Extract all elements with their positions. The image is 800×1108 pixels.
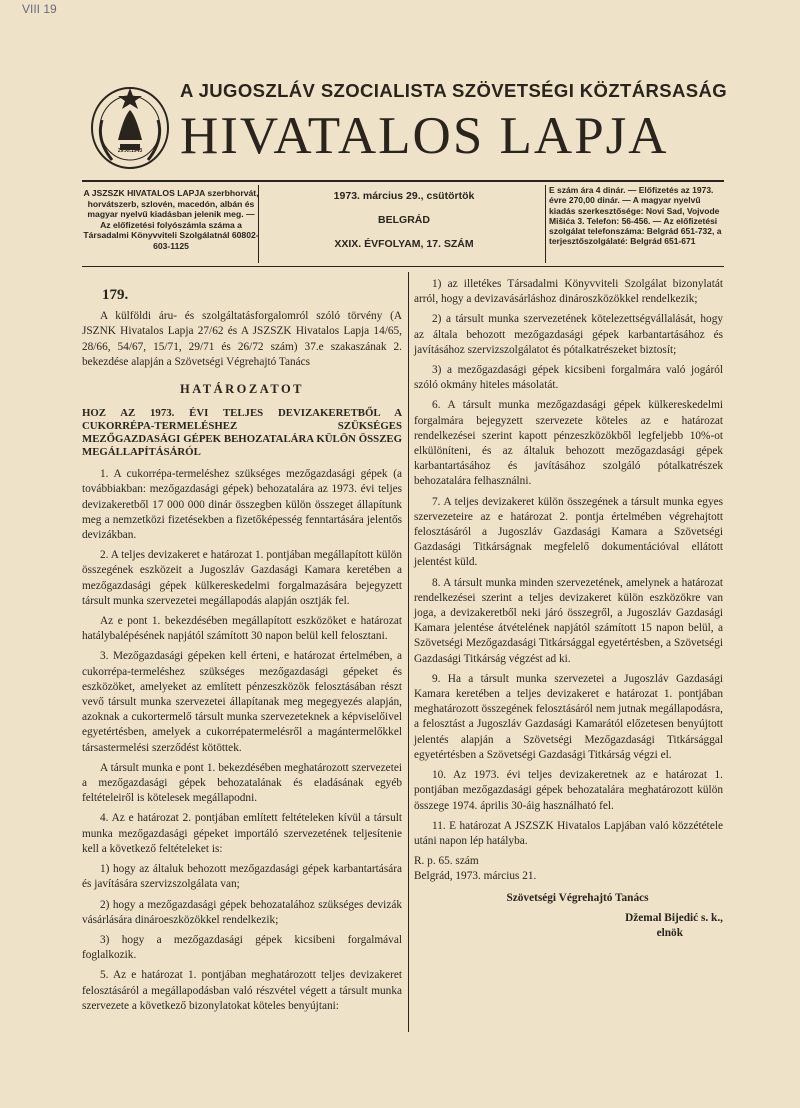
paragraph: Az e pont 1. bekezdésében megállapított eszközöket e határozat hatálybalépésének napjától számított 30 napon belül kell felosztani. (82, 615, 402, 643)
decision-heading: HATÁROZATOT (179, 382, 305, 397)
state-emblem-icon (88, 80, 172, 172)
place-date: Belgrád, 1973. március 21. (414, 870, 537, 883)
paragraph: 7. A teljes devizakeret külön összegének a társult munka egyes szervezeteire az e határozat 2. pontja értelmében végrehajtott felosztásáról a Jugoszláv Gazdasági Kamara a Szövetségi Gazdasági Titkárságnak megfelelő dokumentációval ellátott jelentést küld. (414, 495, 723, 569)
decision-number: 179. (102, 287, 129, 303)
signer-role: elnök (656, 926, 683, 939)
info-separator-right (545, 185, 546, 263)
info-bottom-rule (82, 266, 724, 267)
left-column (82, 288, 402, 1019)
masthead-title: HIVATALOS LAPJA (180, 107, 669, 165)
paragraph: A társult munka e pont 1. bekezdésében meghatározott szervezetei a mezőgazdasági gépek behozatalának és eladásának egyéb feltételeiről is kötelesek megállapodni. (82, 761, 402, 805)
list-item: 1) az illetékes Társadalmi Könyvviteli Szolgálat bizonylatát arról, hogy a devizavásárláshoz dinároszközökkel rendelkezik; (414, 278, 723, 306)
reference-number: R. p. 65. szám (414, 855, 479, 868)
column-separator (408, 272, 409, 1032)
masthead-subtitle: A JUGOSZLÁV SZOCIALISTA SZÖVETSÉGI KÖZTÁRSASÁG (180, 80, 728, 101)
list-item: 2) hogy a mezőgazdasági gépek behozatalához szükséges devizák vásárlására dinároeszközökkel rendelkezik; (82, 898, 402, 926)
list-item: 3) a mezőgazdasági gépek kicsibeni forgalmára való jogáról szóló okmány hiteles másolatát. (414, 364, 723, 392)
paragraph: 5. Az e határozat 1. pontjában meghatározott teljes devizakeret felosztásáról a megállapodásban való részvétel végett a társult munka szervezete a következő bizonylatokat köteles benyújtani: (82, 969, 402, 1012)
issue-volume: XXIX. ÉVFOLYAM, 17. SZÁM (334, 238, 474, 250)
top-rule (82, 180, 724, 182)
issue-info (262, 190, 546, 262)
decision-subheading: HOZ AZ 1973. ÉVI TELJES DEVIZAKERETBŐL A CUKORRÉPA-TERMELÉSHEZ SZÜKSÉGES MEZŐGAZDASÁGI GÉPEK BEHOZATALÁRA KÜLÖN ÖSSZEG MEGÁLLAPÍTÁSÁRÓL (82, 407, 402, 459)
intro-paragraph: A külföldi áru- és szolgáltatásforgalomról szóló törvény (A JSZNK Hivatalos Lapja 27/62 és A JSZSZK Hivatalos Lapja 14/65, 28/66, 54/67, 15/71, 29/71 és 26/72 szám) 37.e szakaszának 2. bekezdése alapján a Szövetségi Végrehajtó Tanács (82, 310, 402, 368)
paragraph: 11. E határozat A JSZSZK Hivatalos Lapjában való közzététele utáni napon lép hatályba. (414, 819, 723, 847)
signer-name: Džemal Bijedić s. k., (625, 911, 723, 924)
list-item: 3) hogy a mezőgazdasági gépek kicsibeni forgalmával foglalkozik. (82, 933, 402, 962)
list-item: 2) a társult munka szervezetének kötelezettségvállalását, hogy az általa behozott mezőgazdasági gépek karbantartásához és javításához szervizszolgálatot és pótalkatrészeket biztosít; (414, 313, 723, 356)
publication-info: A JSZSZK HIVATALOS LAPJA szerbhorvát, horvátszerb, szlovén, macedón, albán és magyar nyelvű kiadásban jelenik meg. — Az előfizetési folyószámla száma a Társadalmi Könyvviteli Szolgálatnál 60802-603-1125 (83, 188, 259, 251)
issue-place: BELGRÁD (378, 214, 430, 226)
handwritten-annotation: VIII 19 (22, 2, 57, 16)
emblem-date: 29.XI.1943 (117, 148, 143, 154)
paragraph: 8. A társult munka minden szervezetének, amelynek a határozat rendelkezései szerint a teljes devizakeret külön eszközökre van joga, a devizakeretből neki járó összegről, a Jugoszláv Gazdasági Kamara jelentése átvételének napjától számított 15 napon belül, a Szövetségi Mezőgazdasági Titkársággal egyetértésben, a Szövetségi Gazdasági Titkárság végzést ad ki. (414, 576, 723, 665)
list-item: 1) hogy az általuk behozott mezőgazdasági gépek karbantartására és javítására szervizszolgálata van; (82, 863, 402, 891)
paragraph: 10. Az 1973. évi teljes devizakeretnek az e határozat 1. pontjában mezőgazdasági gépek behozatalára meghatározott külön összege 1974. április 30-áig használható fel. (414, 769, 723, 812)
paragraph: 3. Mezőgazdasági gépeken kell érteni, e határozat értelmében, a cukorrépa-termeléshez szükséges mezőgazdasági gépeket és eszközöket, amelyeket az említett pénzeszközök felosztásában részt vevő társult munka szervezetei állapítanak meg megegyezés alapján, azoknak a cukortermelő társult munka szervezeteknek a képviselőivel egyetértésben, amelyek a cukorrépatermelésről a magántermelőkkel társastermelési szerződést kötöttek. (82, 650, 402, 754)
paragraph: 4. Az e határozat 2. pontjában említett feltételeken kívül a társult munka mezőgazdasági gépeket importáló szervezetének teljesítenie kell a következő feltételeket is: (82, 812, 402, 855)
paragraph: 9. Ha a társult munka szervezetei a Jugoszláv Gazdasági Kamara keretében a teljes devizakeret e határozat 1. pontjában meghatározott összegének felosztásáról nem jutnak megállapodásra, a felosztást a Jugoszláv Gazdasági Kamarától előzetesen benyújtott jelentés alapján a Szövetségi Mezőgazdasági Titkársággal egyetértésben a Szövetségi Gazdasági Titkárság végzi el. (414, 672, 723, 761)
info-separator-left (258, 185, 259, 263)
paragraph: 2. A teljes devizakeret e határozat 1. pontjában megállapított külön összegének eszközeit a Jugoszláv Gazdasági Kamara keretében a mezőgazdasági gépek külkereskedelmi forgalmazására bejegyzett társult munka szervezetei megállapodás alapján osztják fel. (82, 549, 402, 607)
right-column (414, 277, 723, 946)
issue-date: 1973. március 29., csütörtök (333, 190, 475, 202)
paragraph: 6. A társult munka mezőgazdasági gépek külkereskedelmi forgalmára bejegyzett szervezete köteles az e határozat rendelkezései szerint kapott pénzeszközökből legfeljebb 10%-ot elkülöníteni, és az általuk behozott mezőgazdasági gépek karbantartásához és javításához szolgáló pótalkatrészek behozatalára felhasználni. (414, 399, 723, 488)
council-name: Szövetségi Végrehajtó Tanács (506, 891, 649, 904)
paragraph: 1. A cukorrépa-termeléshez szükséges mezőgazdasági gépek (a továbbiakban: mezőgazdasági gépek) behozatalára az 1973. évi teljes devizakeretből 17 000 000 dinár összegben külön összeget állapítunk meg a nemzetközi fizetésekben a fizetőképesség fenntartására jelentős devizákban. (82, 468, 402, 542)
subscription-info: E szám ára 4 dinár. — Előfizetés az 1973. évre 270,00 dinár. — A magyar nyelvű kiadás szerkesztősége: Novi Sad, Vojvode Mišića 3. Telefon: 56-456. — Az előfizetési szolgálat telefonszáma: Belgrád 651-732, a terjesztőszolgálaté: Belgrád 651-671 (549, 185, 722, 247)
